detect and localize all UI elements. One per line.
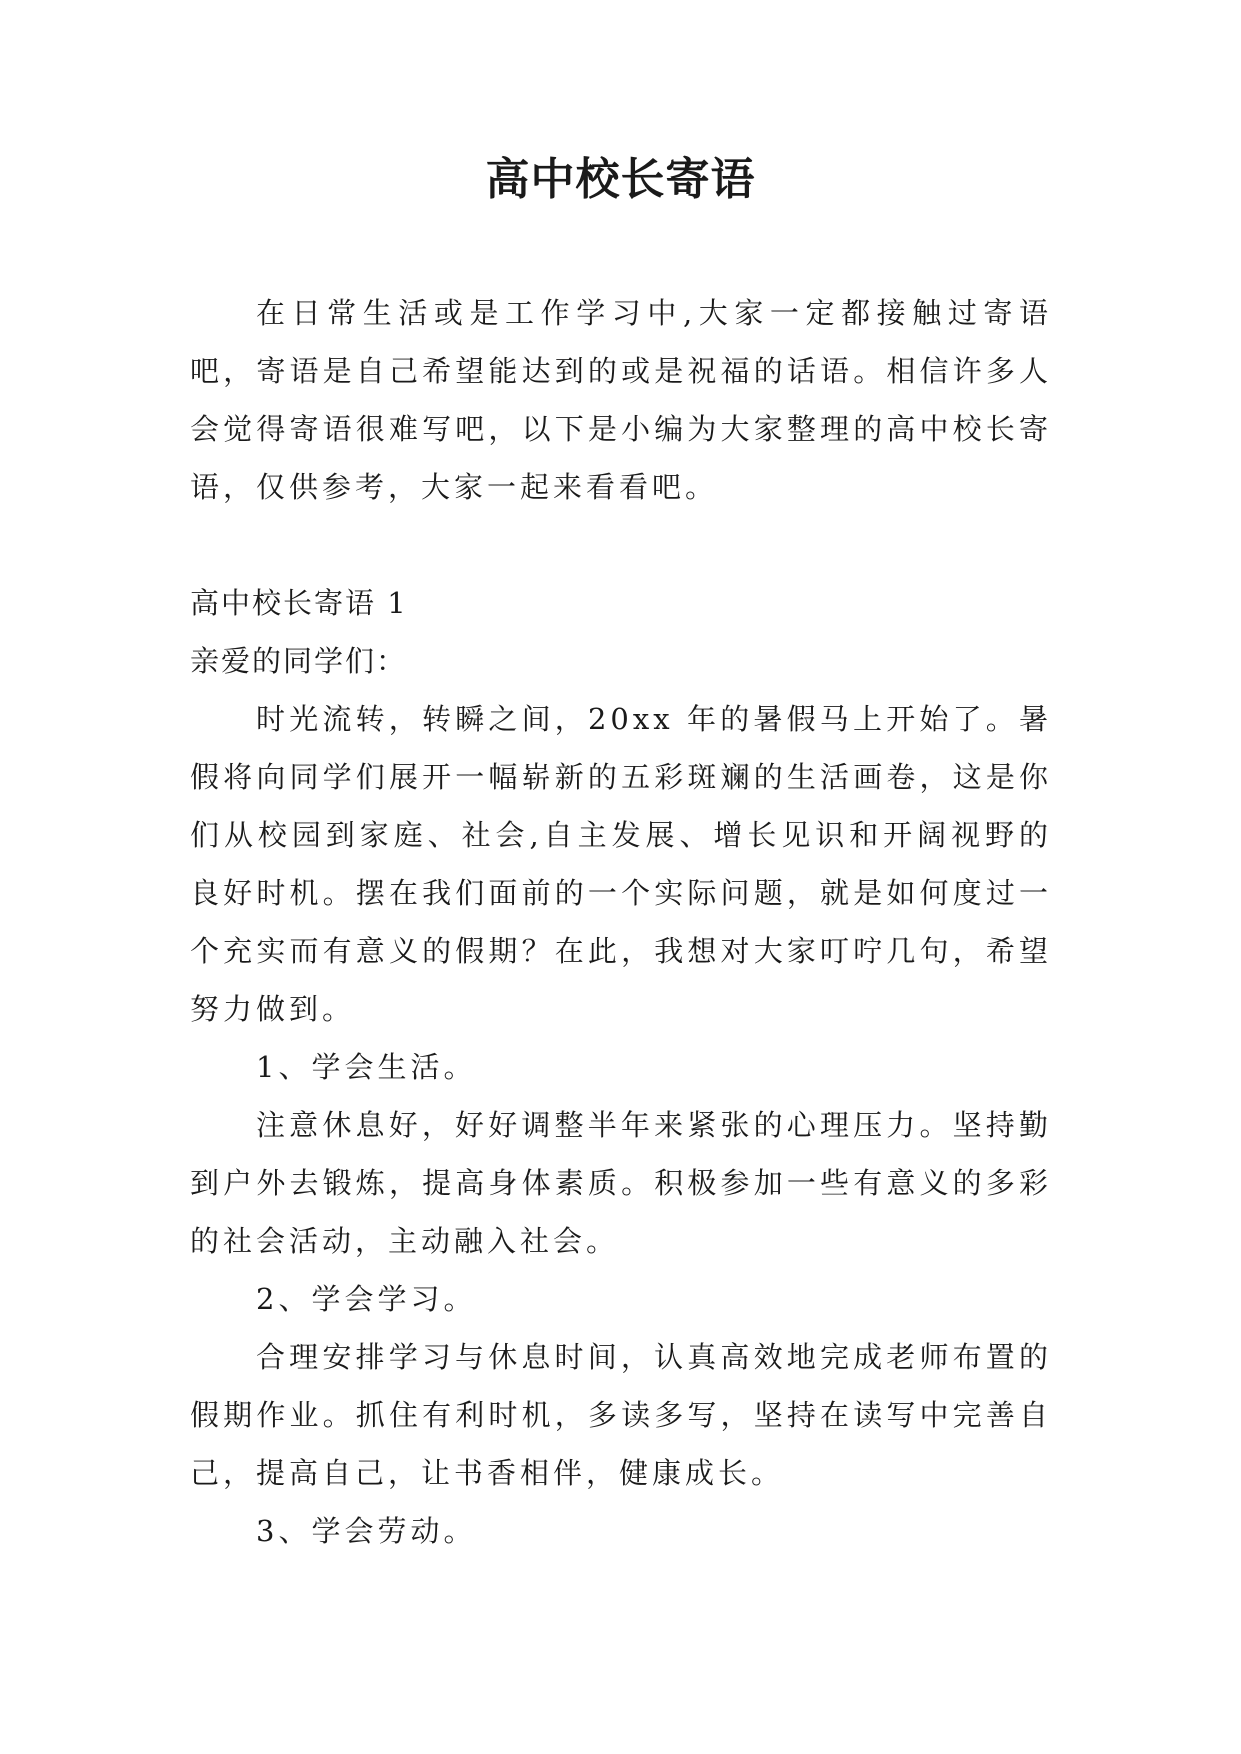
document-body xyxy=(190,284,1052,1560)
section-heading: 高中校长寄语 1 xyxy=(190,586,408,620)
intro-paragraph: 在日常生活或是工作学习中,大家一定都接触过寄语吧，寄语是自己希望能达到的或是祝福的话语。相信许多人会觉得寄语很难写吧，以下是小编为大家整理的高中校长寄语，仅供参考，大家一起来看看吧。 xyxy=(190,296,1052,504)
salutation: 亲爱的同学们： xyxy=(190,644,408,678)
point-title: 2、学会学习。 xyxy=(256,1282,477,1316)
point-text: 注意休息好，好好调整半年来紧张的心理压力。坚持勤到户外去锻炼，提高身体素质。积极参加一些有意义的多彩的社会活动，主动融入社会。 xyxy=(190,1108,1052,1258)
point-title: 1、学会生活。 xyxy=(256,1050,477,1084)
point-title: 3、学会劳动。 xyxy=(256,1514,477,1548)
document-title: 高中校长寄语 xyxy=(485,154,756,205)
body-paragraph: 时光流转，转瞬之间，20xx 年的暑假马上开始了。暑假将向同学们展开一幅崭新的五彩斑斓的生活画卷，这是你们从校园到家庭、社会,自主发展、增长见识和开阔视野的良好时机。摆在我们面前的一个实际问题，就是如何度过一个充实而有意义的假期？在此，我想对大家叮咛几句，希望努力做到。 xyxy=(190,702,1052,1026)
point-text: 合理安排学习与休息时间，认真高效地完成老师布置的假期作业。抓住有利时机，多读多写，坚持在读写中完善自己，提高自己，让书香相伴，健康成长。 xyxy=(190,1340,1052,1490)
spacer xyxy=(190,516,1052,574)
